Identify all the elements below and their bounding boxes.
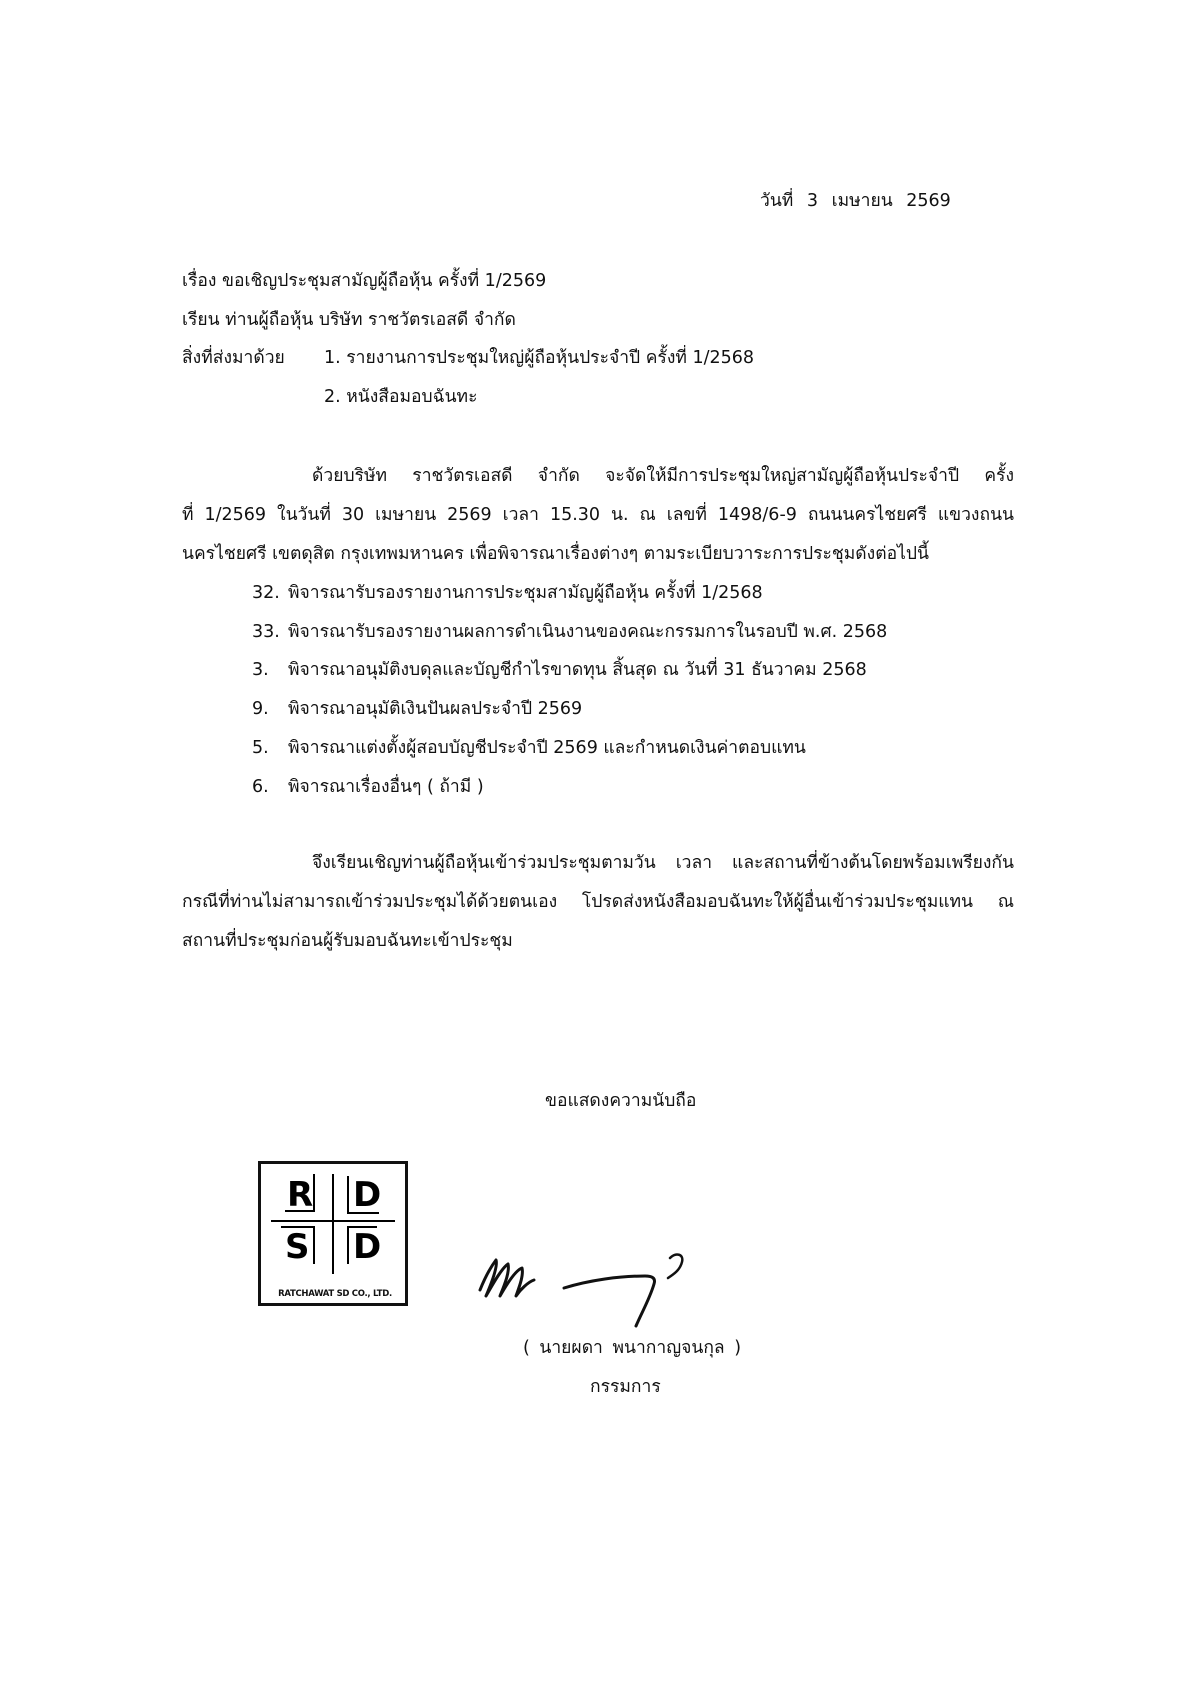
agenda-text: พิจารณาอนุมัติเงินปันผลประจำปี 2569: [288, 699, 583, 719]
agenda-text: พิจารณารับรองรายงานการประชุมสามัญผู้ถือหุ้น ครั้งที่ 1/2568: [288, 583, 763, 603]
stamp-overline: [281, 1226, 313, 1228]
stamp-letter: S: [285, 1227, 310, 1267]
enclosure-item: 2. หนังสือมอบฉันทะ: [324, 387, 478, 407]
enclosure-item: 1. รายงานการประชุมใหญ่ผู้ถือหุ้นประจำปี ครั้งที่ 1/2568: [324, 348, 755, 368]
subject-line: เรื่อง ขอเชิญประชุมสามัญผู้ถือหุ้น ครั้งที่ 1/2569: [182, 271, 547, 291]
signer-title: กรรมการ: [590, 1377, 661, 1397]
closing-paragraph-line: กรณีที่ท่านไม่สามารถเข้าร่วมประชุมได้ด้วยตนเอง โปรดส่งหนังสือมอบฉันทะให้ผู้อื่นเข้าร่วมประชุมแทน ณ: [182, 892, 1014, 912]
agenda-item: [252, 733, 806, 761]
stamp-letter: D: [353, 1175, 382, 1215]
agenda-number: 6.: [252, 777, 269, 797]
signer-name: ( นายผดา พนากาญจนกุล ): [523, 1338, 742, 1358]
closing-salutation: ขอแสดงความนับถือ: [545, 1091, 697, 1111]
stamp-letter: D: [353, 1227, 382, 1267]
agenda-number: 9.: [252, 699, 269, 719]
stamp-overline: [347, 1226, 377, 1228]
stamp-bracket-line: [313, 1174, 315, 1212]
agenda-number: 33.: [252, 622, 280, 642]
stamp-divider: [271, 1220, 395, 1222]
agenda-text: พิจารณาแต่งตั้งผู้สอบบัญชีประจำปี 2569 และกำหนดเงินค่าตอบแทน: [288, 738, 806, 758]
stamp-underline: [347, 1212, 379, 1214]
agenda-item: [252, 617, 887, 645]
stamp-divider: [332, 1174, 334, 1274]
agenda-text: พิจารณาอนุมัติงบดุลและบัญชีกำไรขาดทุน สิ้นสุด ณ วันที่ 31 ธันวาคม 2568: [288, 660, 867, 680]
stamp-letter: R: [287, 1175, 314, 1215]
agenda-item: [252, 578, 763, 606]
agenda-text: พิจารณาเรื่องอื่นๆ ( ถ้ามี ): [288, 777, 484, 797]
body-paragraph-line: นครไชยศรี เขตดุสิต กรุงเทพมหานคร เพื่อพิจารณาเรื่องต่างๆ ตามระเบียบวาระการประชุมดังต่อไปนี้: [182, 544, 929, 564]
agenda-number: 3.: [252, 660, 269, 680]
agenda-item: [252, 655, 867, 683]
stamp-bracket-line: [347, 1226, 349, 1264]
letter-date: วันที่ 3 เมษายน 2569: [760, 191, 951, 211]
closing-paragraph-line: จึงเรียนเชิญท่านผู้ถือหุ้นเข้าร่วมประชุมตามวัน เวลา และสถานที่ข้างต้นโดยพร้อมเพรียงกัน: [312, 853, 1014, 873]
agenda-text: พิจารณารับรองรายงานผลการดำเนินงานของคณะกรรมการในรอบปี พ.ศ. 2568: [288, 622, 888, 642]
signature-image: [470, 1230, 740, 1340]
agenda-item: [252, 694, 582, 722]
recipient-line: เรียน ท่านผู้ถือหุ้น บริษัท ราชวัตรเอสดี จำกัด: [182, 310, 516, 330]
stamp-underline: [285, 1210, 313, 1212]
enclosures-label: สิ่งที่ส่งมาด้วย: [182, 348, 285, 368]
agenda-number: 5.: [252, 738, 269, 758]
agenda-number: 32.: [252, 583, 280, 603]
stamp-bracket-line: [313, 1226, 315, 1264]
stamp-bracket-line: [347, 1176, 349, 1212]
body-paragraph-line: ด้วยบริษัท ราชวัตรเอสดี จำกัด จะจัดให้มีการประชุมใหญ่สามัญผู้ถือหุ้นประจำปี ครั้ง: [312, 466, 1014, 486]
closing-paragraph-line: สถานที่ประชุมก่อนผู้รับมอบฉันทะเข้าประชุม: [182, 931, 513, 951]
body-paragraph-line: ที่ 1/2569 ในวันที่ 30 เมษายน 2569 เวลา 15.30 น. ณ เลขที่ 1498/6-9 ถนนนครไชยศรี แขวงถนน: [182, 505, 1014, 525]
stamp-caption: RATCHAWAT SD CO., LTD.: [278, 1289, 392, 1299]
company-stamp: [258, 1161, 408, 1306]
agenda-item: [252, 772, 484, 800]
